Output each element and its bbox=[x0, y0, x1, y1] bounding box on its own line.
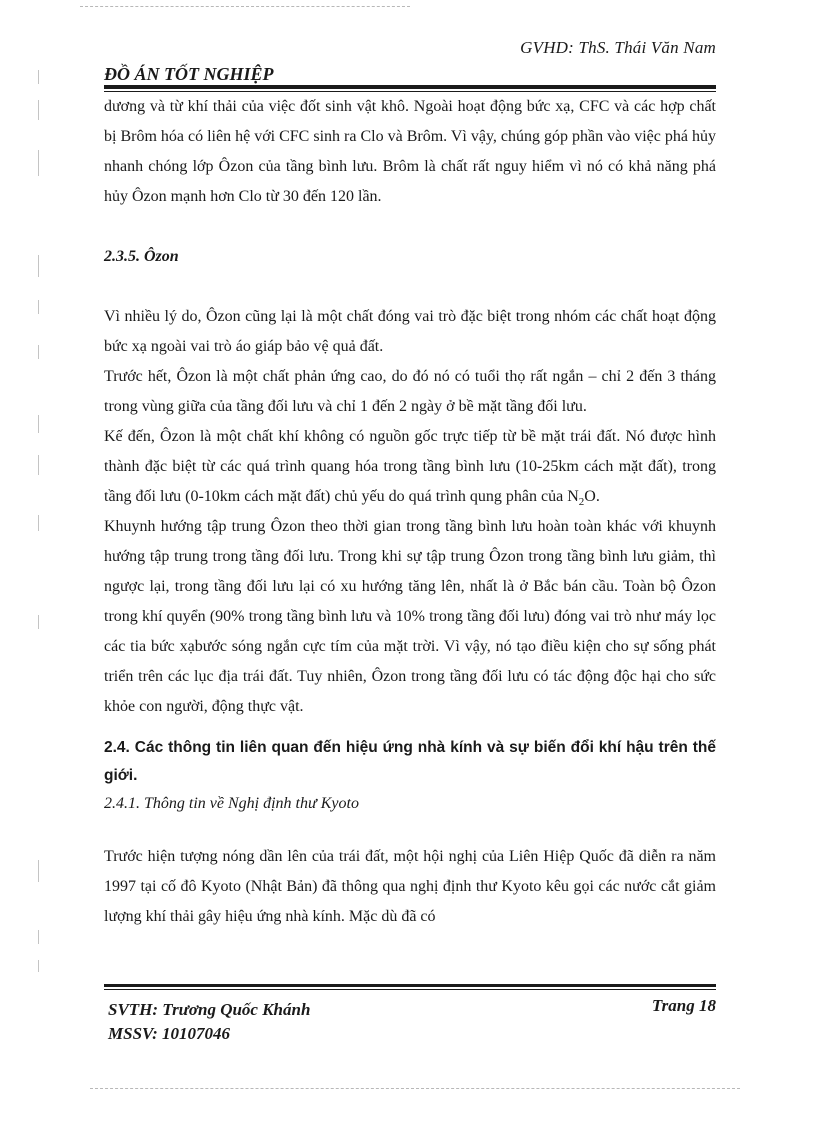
margin-mark bbox=[38, 345, 39, 359]
footer-student-info bbox=[108, 998, 310, 1046]
margin-mark bbox=[38, 70, 39, 84]
paragraph-text: O. bbox=[584, 488, 600, 505]
paragraph: Vì nhiều lý do, Ôzon cũng lại là một chất đóng vai trò đặc biệt trong nhóm các chất hoạt động bức xạ ngoài vai trò áo giáp bảo vệ quả đất. bbox=[104, 308, 716, 355]
paragraph-text: Kế đến, Ôzon là một chất khí không có nguồn gốc trực tiếp từ bề mặt trái đất. Nó được hình thành đặc biệt từ các quá trình quang hóa trong tầng bình lưu (10-25km cách mặt đất), trong tầng đối lưu (0-10km cách mặt đất) chủ yếu do quá trình qung phân của N bbox=[104, 428, 716, 505]
footer-student-id: MSSV: 10107046 bbox=[108, 1024, 231, 1043]
margin-mark bbox=[38, 930, 39, 944]
margin-mark bbox=[38, 615, 39, 629]
footer-student-name: SVTH: Trương Quốc Khánh bbox=[108, 1000, 311, 1019]
scan-artifact-bottom bbox=[90, 1088, 740, 1089]
header-rule-thick bbox=[104, 85, 716, 89]
margin-mark bbox=[38, 515, 39, 531]
margin-mark bbox=[38, 415, 39, 433]
margin-mark bbox=[38, 300, 39, 314]
section-heading-2-4: 2.4. Các thông tin liên quan đến hiệu ứng nhà kính và sự biến đổi khí hậu trên thế giới. bbox=[104, 739, 716, 784]
margin-mark bbox=[38, 960, 39, 972]
paragraph: Trước hiện tượng nóng dần lên của trái đất, một hội nghị của Liên Hiệp Quốc đã diễn ra năm 1997 tại cố đô Kyoto (Nhật Bản) đã thông qua nghị định thư Kyoto kêu gọi các nước cắt giảm lượng khí thải gây hiệu ứng nhà kính. Mặc dù đã có bbox=[104, 848, 716, 925]
section-heading-2-4-1: 2.4.1. Thông tin về Nghị định thư Kyoto bbox=[104, 795, 359, 812]
margin-mark bbox=[38, 255, 39, 277]
margin-mark bbox=[38, 455, 39, 475]
margin-mark bbox=[38, 150, 39, 176]
footer-rule-thin bbox=[104, 989, 716, 990]
margin-mark bbox=[38, 100, 39, 120]
paragraph: Khuynh hướng tập trung Ôzon theo thời gian trong tầng bình lưu hoàn toàn khác với khuynh hướng tập trung trong tầng đối lưu. Trong khi sự tập trung Ôzon trong tầng bình lưu giảm, thì ngược lại, trong tầng đối lưu lại có xu hướng tăng lên, nhất là ở Bắc bán cầu. Toàn bộ Ôzon trong khí quyển (90% trong tầng bình lưu và 10% trong tầng đối lưu) đóng vai trò như máy lọc các tia bức xạbước sóng ngắn cực tím của mặt trời. Vì vậy, nó tạo điều kiện cho sự sống phát triển trên các lục địa trái đất. Tuy nhiên, Ôzon trong tầng đối lưu có tác động độc hại cho sức khỏe con người, động thực vật. bbox=[104, 518, 716, 715]
paragraph: dương và từ khí thải của việc đốt sinh vật khô. Ngoài hoạt động bức xạ, CFC và các hợp chất bị Brôm hóa có liên hệ với CFC sinh ra Clo và Brôm. Vì vậy, chúng góp phần vào việc phá hủy nhanh chóng lớp Ôzon của tầng bình lưu. Brôm là chất rất nguy hiểm vì nó có khả năng phá hủy Ôzon mạnh hơn Clo từ 30 đến 120 lần. bbox=[104, 98, 716, 205]
paragraph: Trước hết, Ôzon là một chất phản ứng cao, do đó nó có tuổi thọ rất ngắn – chỉ 2 đến 3 tháng trong vùng giữa của tầng đối lưu và chỉ 1 đến 2 ngày ở bề mặt tầng đối lưu. bbox=[104, 368, 716, 415]
subscript: 2 bbox=[578, 496, 585, 509]
page-content bbox=[104, 92, 716, 932]
margin-mark bbox=[38, 860, 39, 882]
page-number: Trang 18 bbox=[651, 996, 716, 1015]
header-supervisor: GVHD: ThS. Thái Văn Nam bbox=[520, 38, 716, 57]
footer-rule-thick bbox=[104, 984, 716, 987]
section-heading-2-3-5: 2.3.5. Ôzon bbox=[104, 248, 179, 265]
paragraph bbox=[104, 422, 716, 512]
header-title: ĐỒ ÁN TỐT NGHIỆP bbox=[104, 64, 274, 84]
scan-artifact-top bbox=[80, 6, 410, 7]
